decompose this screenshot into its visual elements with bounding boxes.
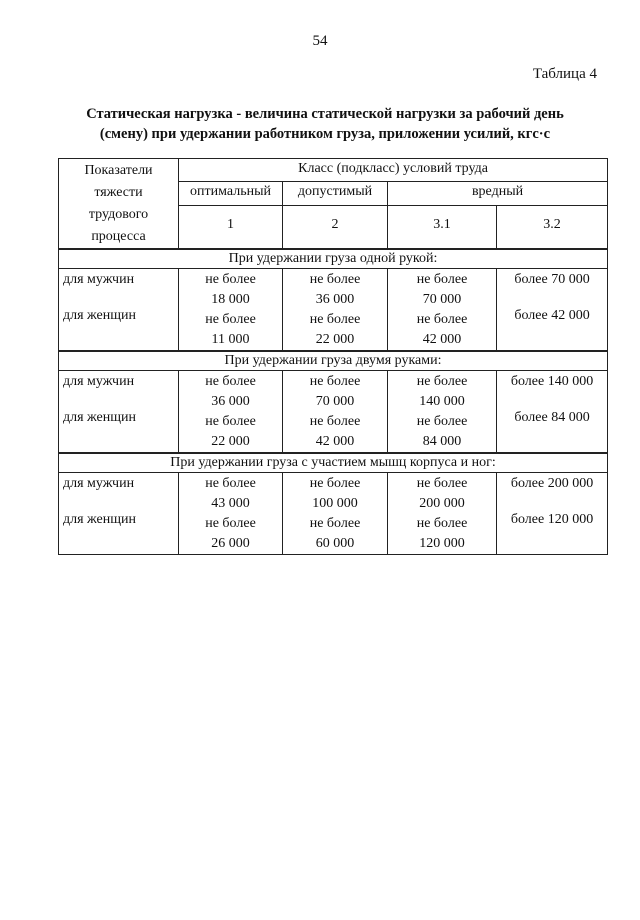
indicator-line: Показатели (84, 163, 153, 178)
indicator-header-cell (59, 159, 179, 250)
class-1-cell (179, 371, 283, 454)
class-2-cell (283, 371, 388, 454)
class-3-1-cell (388, 473, 497, 555)
women-label: для женщин (63, 512, 137, 527)
value-line: 70 000 (422, 292, 462, 307)
section-title: При удержании груза одной рукой: (59, 249, 608, 269)
table-title (60, 104, 590, 144)
value-line: не более (416, 414, 468, 429)
class-3-2-cell (497, 473, 608, 555)
value-line: не более (205, 516, 256, 531)
class-3-2-header: 3.2 (497, 205, 608, 249)
table-label: Таблица 4 (532, 66, 597, 82)
value-line: 36 000 (315, 292, 355, 307)
value-line: не более (205, 414, 256, 429)
value-line: более 140 000 (510, 374, 594, 389)
value-line: 42 000 (315, 434, 355, 449)
value-line: 36 000 (211, 394, 250, 409)
value-line: не более (416, 516, 468, 531)
title-line-2: (смену) при удержании работником груза, приложении усилий, кгс·с (99, 126, 551, 142)
value-line: 140 000 (419, 394, 465, 409)
indicator-line: тяжести (94, 185, 143, 200)
value-line: не более (309, 272, 361, 287)
gender-cell (59, 473, 179, 555)
women-label: для женщин (63, 410, 137, 425)
acceptable-header: допустимый (283, 182, 388, 205)
value-line: не более (416, 272, 468, 287)
section-title-row (59, 249, 608, 269)
class-3-1-cell (388, 269, 497, 352)
class-3-2-cell (497, 371, 608, 454)
value-line: не более (205, 476, 256, 491)
indicator-line: процесса (91, 229, 146, 244)
class-1-header: 1 (179, 205, 283, 249)
optimal-header: оптимальный (179, 182, 283, 205)
value-line: 200 000 (419, 496, 465, 511)
class-2-header: 2 (283, 205, 388, 249)
section-title-row (59, 453, 608, 473)
value-line: не более (309, 374, 361, 389)
value-line: 22 000 (315, 332, 355, 347)
value-line: 84 000 (422, 434, 462, 449)
value-line: более 42 000 (514, 308, 590, 323)
value-line: 70 000 (315, 394, 355, 409)
class-header: Класс (подкласс) условий труда (179, 159, 608, 182)
value-line: не более (416, 374, 468, 389)
class-3-1-header: 3.1 (388, 205, 497, 249)
men-label: для мужчин (63, 476, 135, 491)
value-line: 26 000 (211, 536, 250, 551)
section-data-row (59, 371, 608, 454)
value-line: не более (309, 516, 361, 531)
value-line: не более (309, 312, 361, 327)
title-line-1: Статическая нагрузка - величина статической нагрузки за рабочий день (86, 106, 564, 122)
header-row-class (59, 159, 608, 182)
class-3-2-cell (497, 269, 608, 352)
value-line: 22 000 (211, 434, 250, 449)
section-data-row (59, 269, 608, 352)
value-line: более 200 000 (510, 476, 594, 491)
gender-cell (59, 269, 179, 352)
value-line: более 84 000 (514, 410, 590, 425)
value-line: не более (309, 414, 361, 429)
value-line: 18 000 (211, 292, 250, 307)
value-line: не более (205, 272, 256, 287)
value-line: 11 000 (211, 332, 250, 347)
class-2-cell (283, 269, 388, 352)
section-title-row (59, 351, 608, 371)
women-label: для женщин (63, 308, 137, 323)
class-3-1-cell (388, 371, 497, 454)
value-line: не более (205, 374, 256, 389)
class-1-cell (179, 269, 283, 352)
value-line: не более (416, 476, 468, 491)
class-1-cell (179, 473, 283, 555)
gender-cell (59, 371, 179, 454)
value-line: более 120 000 (510, 512, 594, 527)
section-data-row (59, 473, 608, 555)
class-2-cell (283, 473, 388, 555)
harmful-header: вредный (388, 182, 608, 205)
value-line: более 70 000 (514, 272, 590, 287)
page-number: 54 (312, 33, 328, 49)
value-line: не более (205, 312, 256, 327)
section-title: При удержании груза двумя руками: (59, 351, 608, 371)
men-label: для мужчин (63, 374, 135, 389)
value-line: 100 000 (312, 496, 358, 511)
value-line: 120 000 (419, 536, 465, 551)
men-label: для мужчин (63, 272, 135, 287)
indicator-line: трудового (88, 207, 149, 222)
section-title: При удержании груза с участием мышц корпуса и ног: (59, 453, 608, 473)
static-load-table (58, 158, 608, 555)
value-line: 43 000 (211, 496, 250, 511)
value-line: не более (309, 476, 361, 491)
value-line: 60 000 (315, 536, 355, 551)
value-line: 42 000 (422, 332, 462, 347)
value-line: не более (416, 312, 468, 327)
